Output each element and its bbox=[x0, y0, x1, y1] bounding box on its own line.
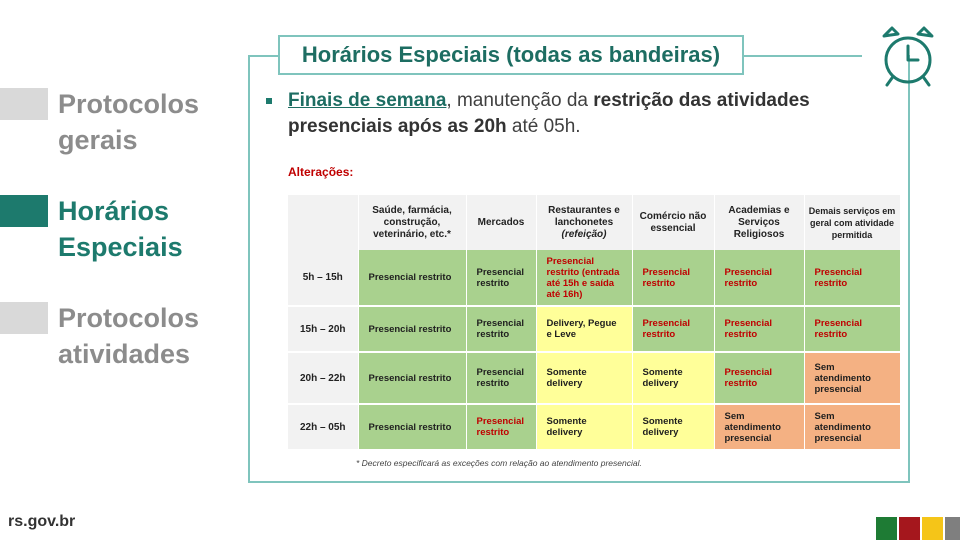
column-header-restaurantes-note: (refeição) bbox=[561, 228, 607, 240]
table-cell: Presencial restrito (entrada até 15h e saída até 16h) bbox=[536, 250, 632, 306]
table-row bbox=[288, 306, 900, 352]
schedule-table bbox=[288, 195, 901, 451]
state-flag-stripes bbox=[874, 517, 960, 540]
column-header-mercados: Mercados bbox=[466, 195, 536, 250]
flag-stripe bbox=[876, 517, 897, 540]
table-cell: Presencial restrito bbox=[714, 306, 804, 352]
table-cell: Presencial restrito bbox=[466, 404, 536, 450]
row-time-label: 20h – 22h bbox=[288, 352, 358, 404]
table-row bbox=[288, 404, 900, 450]
table-cell: Presencial restrito bbox=[466, 306, 536, 352]
sidebar-item-protocolos-atividades[interactable] bbox=[0, 300, 199, 372]
sidebar-marker bbox=[0, 302, 48, 334]
column-header-time bbox=[288, 195, 358, 250]
table-cell: Presencial restrito bbox=[466, 352, 536, 404]
sidebar-item-horarios-especiais[interactable] bbox=[0, 193, 183, 265]
table-cell: Presencial restrito bbox=[358, 404, 466, 450]
alteracoes-label: Alterações: bbox=[288, 165, 354, 179]
column-header-comercio: Comércio não essencial bbox=[632, 195, 714, 250]
sidebar-marker bbox=[0, 88, 48, 120]
table-cell: Presencial restrito bbox=[358, 352, 466, 404]
column-header-saude: Saúde, farmácia, construção, veterinário, etc.* bbox=[358, 195, 466, 250]
headline-text-end: até 05h. bbox=[506, 116, 581, 137]
site-url[interactable]: rs.gov.br bbox=[8, 513, 76, 530]
table-cell: Delivery, Pegue e Leve bbox=[536, 306, 632, 352]
headline-link[interactable]: Finais de semana bbox=[288, 90, 447, 111]
table-header-row bbox=[288, 195, 900, 250]
column-header-restaurantes bbox=[536, 195, 632, 250]
table-cell: Presencial restrito bbox=[714, 250, 804, 306]
flag-stripe bbox=[899, 517, 920, 540]
table-cell: Presencial restrito bbox=[632, 250, 714, 306]
headline-text: , manutenção da bbox=[446, 90, 594, 111]
sidebar-item-label: Protocolos gerais bbox=[58, 89, 200, 155]
table-cell: Sem atendimento presencial bbox=[804, 352, 900, 404]
alarm-clock-icon bbox=[876, 22, 940, 88]
sidebar-item-label: Protocolos atividades bbox=[58, 303, 200, 369]
sidebar-item-protocolos-gerais[interactable] bbox=[0, 86, 199, 158]
table-row bbox=[288, 250, 900, 306]
footnote: * Decreto especificará as exceções com relação ao atendimento presencial. bbox=[356, 458, 642, 468]
column-header-academias: Academias e Serviços Religiosos bbox=[714, 195, 804, 250]
flag-stripe bbox=[945, 517, 960, 540]
table-cell: Sem atendimento presencial bbox=[804, 404, 900, 450]
title-divider bbox=[248, 55, 278, 57]
table-cell: Presencial restrito bbox=[714, 352, 804, 404]
table-cell: Somente delivery bbox=[632, 352, 714, 404]
sidebar-marker-active bbox=[0, 195, 48, 227]
table-cell: Sem atendimento presencial bbox=[714, 404, 804, 450]
headline-bold: restrição das atividades presenciais após as 20h bbox=[288, 90, 810, 137]
row-time-label: 22h – 05h bbox=[288, 404, 358, 450]
table-cell: Presencial restrito bbox=[466, 250, 536, 306]
title-divider bbox=[744, 55, 862, 57]
table-cell: Presencial restrito bbox=[358, 250, 466, 306]
flag-stripe bbox=[922, 517, 943, 540]
table-cell: Somente delivery bbox=[632, 404, 714, 450]
table-cell: Somente delivery bbox=[536, 404, 632, 450]
bullet-marker bbox=[266, 98, 272, 104]
table-cell: Presencial restrito bbox=[358, 306, 466, 352]
page-title: Horários Especiais (todas as bandeiras) bbox=[278, 35, 744, 75]
column-header-demais: Demais serviços em geral com atividade permitida bbox=[804, 195, 900, 250]
table-cell: Presencial restrito bbox=[804, 306, 900, 352]
sidebar-item-label: Horários Especiais bbox=[58, 196, 183, 262]
headline bbox=[288, 88, 888, 140]
row-time-label: 15h – 20h bbox=[288, 306, 358, 352]
table-cell: Presencial restrito bbox=[804, 250, 900, 306]
table-row bbox=[288, 352, 900, 404]
table-cell: Presencial restrito bbox=[632, 306, 714, 352]
table-cell: Somente delivery bbox=[536, 352, 632, 404]
column-header-restaurantes-label: Restaurantes e lanchonetes bbox=[548, 204, 620, 228]
row-time-label: 5h – 15h bbox=[288, 250, 358, 306]
